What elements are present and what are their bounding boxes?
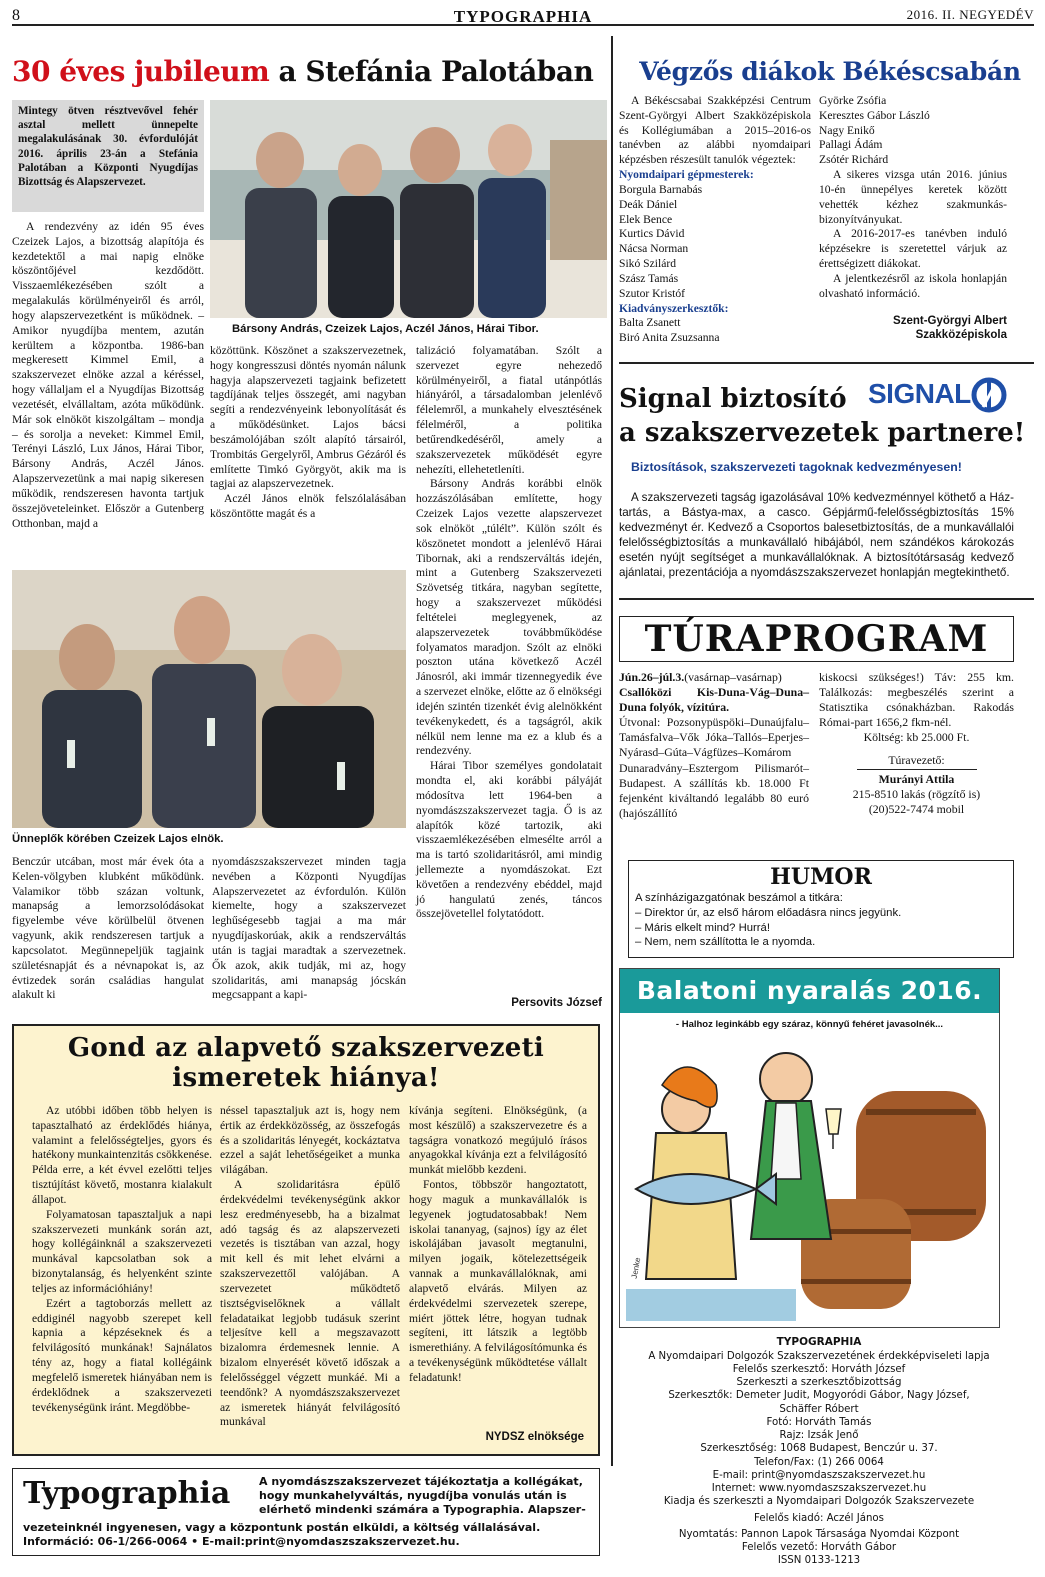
gond-col2 xyxy=(220,1104,400,1430)
gond-paragraph: Fontos, többször hangoztatott, hogy maguk a munkavállalók is legyenek jogtudatosabbak! Nem iskolai tananyag, (sajnos) így az élet iskolájában javasolt megtanulni, milyen jogaik, kötelezettségeik vannak a munkavállalóknak, ami alapvető elvárás. Milyen az érdekvédelmi szervezetek szerepe, miért jöttek létre, hogyan tudnak segíteni, itt látszik a legtöbb ismerethiány. A felvilágosítómunka és a tevékenységünk működtetése vállalt feladatunk! xyxy=(409,1178,587,1384)
bekescsaba-title: Végzős diákok Békéscsabán xyxy=(639,57,1021,86)
graduate-name: Elek Bence xyxy=(619,212,673,226)
cartoon-signature: Jenke xyxy=(629,1256,643,1280)
jubileum-title-red: 30 éves jubileum xyxy=(12,55,270,88)
jubileum-col3-text xyxy=(416,344,602,994)
impressum-line: Szerkesztők: Demeter Judit, Mogyoródi Gábor, Nagy József, xyxy=(668,1390,970,1402)
humor-line: A színházigazgatónak beszámol a titkára: xyxy=(635,892,843,905)
jubileum-col2-lower xyxy=(212,855,406,1017)
tura-title: TÚRAPROGRAM xyxy=(619,616,1014,662)
group-photo-four-men-image xyxy=(210,100,607,318)
signal-logo-text: SIGNAL xyxy=(868,378,971,409)
section-divider xyxy=(619,598,1034,600)
jubileum-title xyxy=(12,54,612,90)
jubileum-lead: Mintegy ötven résztvevővel fehér asztal mellett ünnepelte megalakulásának 30. évfordulóját 2016. április 23-án a Stefánia Palotában a Központi Nyugdíjas Bizottság és Alapszervezet. xyxy=(12,100,204,212)
impressum-line: Telefon/Fax: (1) 266 0064 xyxy=(754,1456,884,1468)
impressum-line: A Nyomdaipari Dolgozók Szakszervezetének érdekképviseleti lapja xyxy=(648,1350,990,1362)
jubileum-col2-p1: közöttünk. Köszönet a szakszervezetnek, hogy kongresszusi döntés nyomán nálunk hagyja alapszervezeti tagjaink befizetett tagdíjának teljes összegét, ami nagyban segíti a rendezvényeink lebonyolítását és a működésünket. Lajos bácsi beszámolójában szólt alapító társairól, Trombitás Gergelyről, Ambrus Gézáról és említette Timkó Györgyöt, akik ma is tagjai az alapszervezetnek. xyxy=(210,344,406,491)
balaton-caption: - Halhoz leginkább egy száraz, könnyű fehéret javasolnék... xyxy=(675,1019,944,1030)
footer-text2: vezeteinknél ingyenesen, vagy a központunk postán elküldi, a költség vállalásával. Információ: 06-1/266-0064 • E-mail:print@nyomdaszszakszervezet.hu. xyxy=(23,1521,541,1548)
typographia-wordmark: Typographia xyxy=(23,1476,231,1511)
tura-leader: Murányi Attila xyxy=(878,771,955,786)
tura-phone1: 215-8510 lakás (rögzítő is) xyxy=(852,786,981,801)
gond-col3 xyxy=(409,1104,587,1386)
impressum-line: Nyomtatás: Pannon Lapok Társasága Nyomdai Központ xyxy=(678,1528,960,1540)
graduate-name: Keresztes Gábor László xyxy=(819,108,930,122)
tura-cost: Költség: kb 25.000 Ft. xyxy=(863,730,970,745)
section-divider xyxy=(619,362,1034,364)
tura-right xyxy=(819,670,1014,817)
graduate-name: Kurtics Dávid xyxy=(619,227,685,241)
tura-date: Jún.26–júl.3. xyxy=(619,670,685,684)
typographia-footer-box xyxy=(12,1468,600,1556)
impressum-title: TYPOGRAPHIA xyxy=(776,1336,862,1348)
bekescsaba-para2: A 2016-2017-es tanévben induló képzésekre is szeretettel várjuk az érettségizett diákokat. xyxy=(819,227,1007,271)
cartoon-drawing xyxy=(626,1039,994,1321)
humor-title: HUMOR xyxy=(770,864,872,890)
impressum-line: ISSN 0133-1213 xyxy=(777,1555,861,1567)
graduate-name: Györke Zsófia xyxy=(819,94,887,107)
balaton-title: Balatoni nyaralás 2016. xyxy=(620,969,999,1013)
photo1-caption: Bársony András, Czeizek Lajos, Aczél János, Hárai Tibor. xyxy=(232,323,539,335)
signal-title2: a szakszervezetek partnere! xyxy=(619,418,1026,448)
bekescsaba-sign1: Szent-Györgyi Albert xyxy=(893,314,1007,327)
balaton-cartoon xyxy=(619,968,1000,1328)
signal-body: A szakszervezeti tagság igazolásával 10% kedvezménnyel köthető a Ház-tartás, a Bástya-max, a casco. Gépjármű-felelősségbiztosítás 15% kedvezményt ér. Kedvező a Csoportos balesetbiztosítás, de a munkavállalói felelősségbiztosítás a munkavállaló hibájából, nem szándékos károkozás esetén nyújt segítséget a munkavállalóknak. A biztosítótársaság kedvező ajánlatai, prezentációja a nyomdászszakszervezet honlapján megtekinthető. xyxy=(619,491,1014,580)
gond-title-line2: ismeretek hiánya! xyxy=(172,1062,440,1093)
bekescsaba-intro: A Békéscsabai Szakképzési Centrum Szent-Györgyi Albert Szakközépiskola és Kollégiumában a 2015–2016-os tanévben az alábbi nyomdaipari képzésben részesült tanulók végeztek: xyxy=(619,94,811,167)
signal-logo-icon xyxy=(971,377,1007,413)
issue-date: 2016. II. NEGYEDÉV xyxy=(906,7,1034,22)
jubileum-col1-lower xyxy=(12,855,204,1017)
signal-logo xyxy=(868,376,1008,416)
bekescsaba-sign2: Szakközépiskola xyxy=(915,329,1007,342)
kiadvanyszerkeszto-label: Kiadványszerkesztők: xyxy=(619,301,729,315)
tura-days: (vasárnap–vasárnap) xyxy=(684,670,782,684)
column-divider xyxy=(611,36,613,1466)
photo-celebrants-toast-image xyxy=(12,570,406,828)
humor-line: – Nem, nem szállította le a nyomda. xyxy=(635,936,816,949)
gepmester-list xyxy=(619,183,811,302)
gond-col1 xyxy=(32,1104,212,1415)
impressum-line: Internet: www.nyomdaszszakszervezet.hu xyxy=(711,1483,927,1495)
jubileum-col3-p1: talizáció folyamatában. Szólt a szervezet egyre nehezedő körülményeiről, a fiatal utánpótlás hiányáról, a társadalomban jelenlévő félelemről, a munkahely elvesztésének félelméről, a politika betűrendkedéséről, amely a szakszervezetek működését egyre nehezíti, ellehetetleníti. xyxy=(416,344,602,476)
gepmester-label: Nyomdaipari gépmesterek: xyxy=(619,168,754,182)
graduate-name: Sikó Szilárd xyxy=(619,257,677,271)
gond-paragraph: Folyamatosan tapasztaljuk a napi szakszervezeti munkánk során azt, hogy kollégáinknál a szakszervezeti munkával kapcsolatban sok a bizonytalanság, és helyenként szinte teljes az információhiány! xyxy=(32,1207,212,1295)
tura-left xyxy=(619,670,809,821)
graduate-name: Biró Anita Zsuzsanna xyxy=(619,331,720,345)
gond-paragraph: Ezért a tagtoborzás mellett az eddiginél nagyobb szerepet kell kapnia a képzéseknek és a felvilágosító munkának! Sajnálatos tény az, hogy a fiatal kollégáink megfelelő ismeretek hiányában nem is érdeklődnek a szakszervezeti tevékenységünk iránt. Megdöbbe- xyxy=(32,1296,212,1414)
masthead-title: TYPOGRAPHIA xyxy=(453,7,593,26)
jubileum-col3-p3: Hárai Tibor személyes gondolatait mondta el, aki korábbi pályáját módosítva lett 1964-ben a nyomdászszakszervezet tagja. Ő is az alapítók közé tartozik, aki visszaemlékezésében elmesélte arról a ma is tartó szolidaritásról, ami mindig jellemezte a nyomdászokat. Ezt követően a rendezvény ebéddel, majd jó hangulatú zenés, táncos összejövetellel folytatódott. xyxy=(416,759,602,921)
bekescsaba-para3: A jelentkezésről az iskola honlapján olvasható információ. xyxy=(819,271,1007,300)
graduate-name: Nácsa Norman xyxy=(619,242,689,256)
signal-title1: Signal biztosító xyxy=(619,384,847,414)
footer-text1: A nyomdászszakszervezet tájékoztatja a kollégákat, hogy munkahelyváltás, nyugdíjba vonulás után is elérhető mindenki számára a Typographia. Alapszer- xyxy=(259,1475,586,1516)
page-header xyxy=(12,4,1034,26)
bekescsaba-col1 xyxy=(619,94,811,346)
jubileum-col1-paragraph: A rendezvény az idén 95 éves Czeizek Lajos, a bizottság alapítója és kezdetektől a mai napig elnöke köszöntőjével kezdődött. Visszaemlékezésében szólt a megalakulás körülményeiről és arról, hogy alapszervezetként is működnek. – Amikor nyugdíjba mentem, azután kerültem a központba. 1986-ban megkeresett Kimmel Emil, a szakszervezet elnöke azzal a kéréssel, hogy vállaljam el a Nyugdíjas Bizottság vezetését, elvállaltam, azóta működünk. Már sok elnököt kiszolgáltam – mondja – és sorolja a neveket: Kimmel Emil, Terényi László, Lux János, Hárai Tibor, Bársony András, Aczél János. Alapszervezetünk a mai napig sikeresen működik, rendszeresen havonta tartjuk összejöveteleinket. Először a Gutenberg Otthonban, majd a xyxy=(12,220,204,530)
page-number: 8 xyxy=(12,7,20,24)
jubileum-author: Persovits József xyxy=(511,997,602,1009)
graduate-name: Szutor Kristóf xyxy=(619,286,686,300)
jubileum-title-rest: a Stefánia Palotában xyxy=(269,55,594,88)
jubileum-col2-lower-p: nyomdászszakszervezet minden tagja nevében a Központi Nyugdíjas Alapszervezetet az évfordulón. Külön kiemelte, hogy a szakszervezet leghűségesebb tagjai a ma már nyugdíjaskorúak, akik a rendszerváltás után is tagjai maradtak a szervezetnek. Ők azok, akik tudják, mi az, hogy szolidaritás, ami manapság jócskán megcsappant a kapi- xyxy=(212,855,406,1002)
group-photo-four-men xyxy=(210,100,607,318)
impressum-line: Fotó: Horváth Tamás xyxy=(766,1416,872,1428)
bekescsaba-col2 xyxy=(819,94,1007,343)
impressum-line: Felelős vezető: Horváth Gábor xyxy=(741,1542,897,1554)
graduate-name: Zsótér Richárd xyxy=(819,153,889,167)
jubileum-col1-lower-p: Benczúr utcában, most már évek óta a Kelen-völgyben klubként működünk. Valamikor több százan voltunk, manapság a lemorzsolódásokat figyelembe véve körülbelül ötvenen vagyunk, akik rendszeresen tartjuk a kapcsolatot. Megünnepeljük tagjaink születésnapját és a névnapokat is, az évtizedek során családias hangulat alakult ki xyxy=(12,855,204,1002)
tura-phone2: (20)522-7474 mobil xyxy=(868,801,965,816)
gond-paragraph: kívánja segíteni. Elnökségünk, (a most készülő) a szakszervezetre és a tagságra vonatkozó megújuló írásos anyagokkal kívánja ezt a felvilágosító munkát mielőbb kezdeni. xyxy=(409,1104,587,1177)
photo-celebrants-toast xyxy=(12,570,406,828)
humor-line: – Máris elkelt mind? Hurrá! xyxy=(635,921,770,934)
jubileum-col2-text xyxy=(210,344,406,556)
gond-paragraph: Az utóbbi időben több helyen is tapasztalható az érdeklődés hiánya, valamint a felelősségteljes, gyors és hatékony munkaintenzitás csökkenése. Példa erre, a két évvel ezelőtti teljes tisztújítást követő, mostanra kialakult állapot. xyxy=(32,1104,212,1206)
graduate-name: Nagy Enikő xyxy=(819,123,875,137)
graduate-name: Balta Zsanett xyxy=(619,316,681,330)
humor-line: – Direktor úr, az első három előadásra nincs jegyünk. xyxy=(635,906,902,919)
graduate-name: Szász Tamás xyxy=(619,271,679,285)
gond-author: NYDSZ elnöksége xyxy=(485,1431,584,1443)
graduate-name: Deák Dániel xyxy=(619,197,678,211)
impressum-line: Kiadja és szerkeszti a Nyomdaipari Dolgozók Szakszervezete xyxy=(663,1496,975,1508)
jubileum-col2-p2: Aczél János elnök felszólalásában köszöntötte magát és a xyxy=(210,492,406,521)
impressum-line: Felelős szerkesztő: Horváth József xyxy=(732,1363,906,1375)
impressum-line: Schäffer Róbert xyxy=(779,1403,859,1415)
tura-route: Útvonal: Pozsonypüspöki–Dunaújfalu–Tamásfalva–Vők Jóka–Tallós–Eperjes–Nyárasd–Gúta–Vágfüzes–Komárom Dunaradvány–Esztergom Pilismarót–Budapest. A szállítás kb. 18.000 Ft fejenként kiváltandó legalább 80 euró (hajószállító xyxy=(619,715,809,820)
impressum-line: Felelős kiadó: Aczél János xyxy=(754,1512,884,1524)
impressum-line: E-mail: print@nyomdaszszakszervezet.hu xyxy=(712,1469,926,1481)
impressum xyxy=(619,1336,1019,1568)
impressum-line: Rajz: Izsák Jenő xyxy=(779,1430,859,1442)
impressum-line: Szerkeszti a szerkesztőbizottság xyxy=(736,1377,902,1389)
signal-subtitle: Biztosítások, szakszervezeti tagoknak kedvezményesen! xyxy=(631,460,962,474)
tura-name: Csallóközi Kis-Duna-Vág–Duna–Duna folyók, vízitúra. xyxy=(619,685,809,715)
humor-box xyxy=(628,860,1014,958)
humor-text xyxy=(629,891,1013,950)
photo2-caption: Ünneplők körében Czeizek Lajos elnök. xyxy=(12,833,224,845)
graduate-name: Pallagi Ádám xyxy=(819,138,883,152)
impressum-line: Szerkesztőség: 1068 Budapest, Benczúr u. 37. xyxy=(700,1443,938,1455)
gond-article-box xyxy=(12,1024,600,1456)
jubileum-col3-p2: Bársony András korábbi elnök hozzászólásában említette, hogy Czeizek Lajos vezette alapszervezet sok elnököt „túlélt”. Külön szólt és köszönetet mondott a jelenlévő Hárai Tibornak, aki a rendszerváltás idején, mint a Gutenberg Szakszervezeti Szövetség titkára, nagyban segítette, hogy a szakszervezet működési feltételei meglegyenek, az alapszervezetek továbbműködése folyamatos maradjon. Szólt az elnöki poszton utána következő Aczél Jánosról, aki immár tizennegyedik éve a szervezet elnöke, előtte az ő elnökségi idején szintén tizenkét évig alelnökként tevékenykedett, és a tagságról, akik nélkül nem lenne ma ez a klub és a rendezvény. xyxy=(416,477,602,758)
gond-paragraph: néssel tapasztaljuk azt is, hogy nem értik az érdekközösség, az összefogás és a szolidaritás lényegét, kockáztatva ezzel a saját lehetőségeiket a munka világában. xyxy=(220,1104,400,1177)
graduate-name: Borgula Barnabás xyxy=(619,182,703,196)
jubileum-col1-text xyxy=(12,220,204,560)
tura-leader-label: Túravezető: xyxy=(857,753,977,769)
gond-title-line1: Gond az alapvető szakszervezeti xyxy=(67,1033,545,1063)
gond-paragraph: A szolidaritásra épülő érdekvédelmi tevékenységünk akkor lesz eredményesebb, ha a bizalmat adó tagság és az alapszervezeti vezetés is tisztában van azzal, hogy mit kell és mit lehet elvárni a szakszervezettől valójában. A szervezetet működtető tisztségviselőknek a vállalt feladataikat legjobb tudásuk szerint teljesítve kell a megszavazott bizalomra érdemesnek lennie. A bizalom elnyerését követő időszak a felelősséggel végzett munkáé. Mi a teendőnk? A nyomdászszakszervezet az ismeretek hiányát felvilágosító munkával xyxy=(220,1178,400,1429)
tura-details: kiskocsi szükséges!) Táv: 255 km. Találkozás: megbeszélés szerint a Statisztika csónakházban. Rakodás Római-part 1656,2 fkm-nél. xyxy=(819,670,1014,730)
bekescsaba-para1: A sikeres vizsga után 2016. június 10-én ünnepélyes keretek között vehették kézhez szakmunkás-bizonyítványukat. xyxy=(819,168,1007,226)
